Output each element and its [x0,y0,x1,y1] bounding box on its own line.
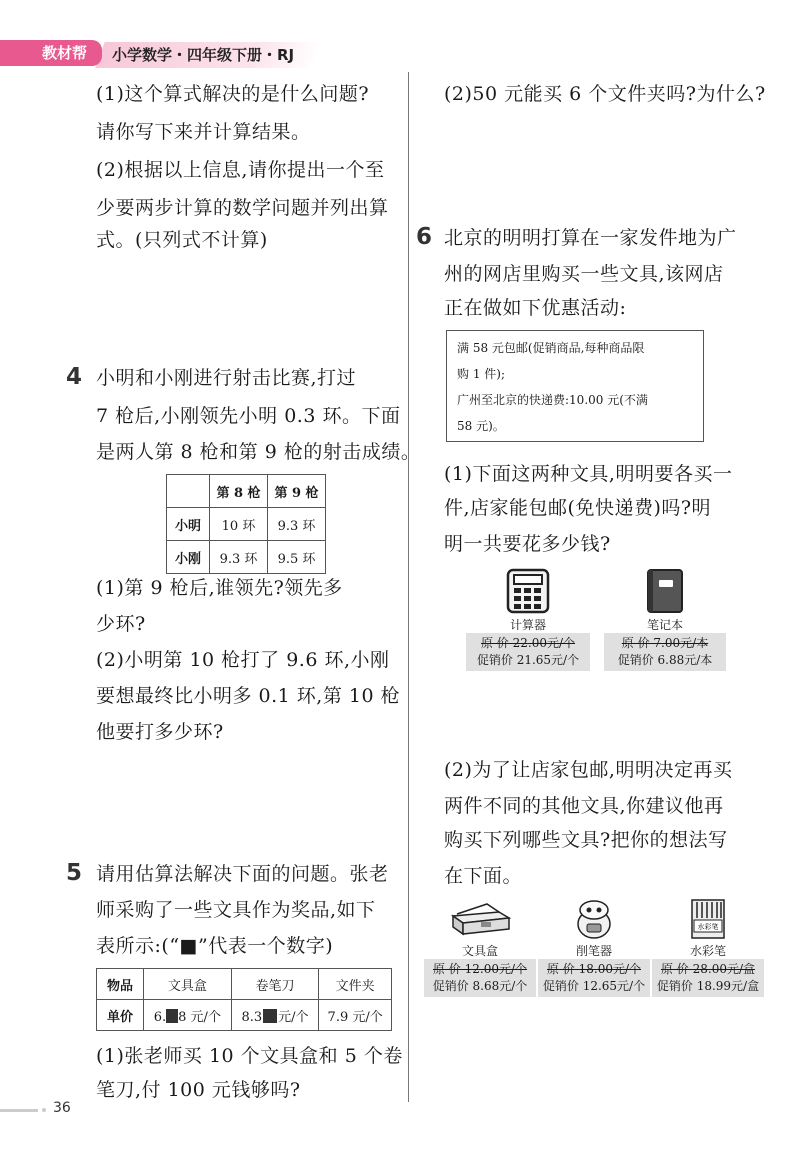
table-header: 第 9 枪 [268,475,326,508]
notebook-icon [645,568,685,614]
table-row [97,969,392,1000]
q6-sub1-line: 明一共要花多少钱? [444,533,611,555]
q4-sub-line: 少环? [96,613,146,635]
table-cell: 小明 [167,508,210,541]
promo-line: 58 元)。 [457,419,505,433]
price-text: 6. [153,1009,167,1025]
q3-line: (2)根据以上信息,请你提出一个至 [96,159,385,181]
footer-line [0,1109,38,1112]
q4-line: 是两人第 8 枪和第 9 枪的射击成绩。 [96,441,421,463]
pencil-case-icon [447,898,513,940]
price-text: 8.3 [241,1009,263,1025]
q6-sub2-line: (2)为了让店家包邮,明明决定再买 [444,759,733,781]
q3-line: 请你写下来并计算结果。 [96,121,311,143]
q5-sub-line: 笔刀,付 100 元钱够吗? [96,1079,301,1101]
table-cell: 9.3 环 [268,508,326,541]
table-row [167,475,326,508]
table-header: 文件夹 [319,969,392,1000]
book-title: 小学数学・四年级下册・RJ [112,46,295,64]
hidden-digit-box [166,1009,178,1023]
q4-sub-line: 要想最终比小明多 0.1 环,第 10 枪 [96,685,401,707]
product-sharpener [538,898,650,997]
price-text: 8 元/个 [178,1009,221,1025]
calculator-icon [506,568,550,614]
original-price: 原 价 12.00元/个 [432,962,528,976]
promo-line: 满 58 元包邮(促销商品,每种商品限 [457,341,645,355]
product-calculator [466,568,590,671]
product-name: 水彩笔 [689,944,726,958]
table-cell: 10 环 [210,508,268,541]
table-cell: 单价 [97,1000,144,1031]
product-name: 削笔器 [575,944,612,958]
promo-price: 促销价 18.99元/盒 [656,979,760,993]
q6-sub2-line: 在下面。 [444,865,523,887]
q5-part2: (2)50 元能买 6 个文件夹吗?为什么? [444,83,766,105]
q3-line: 少要两步计算的数学问题并列出算 [96,197,389,219]
score-table [166,474,326,574]
price-box [652,959,764,997]
q4-sub-line: (2)小明第 10 枪打了 9.6 环,小刚 [96,649,390,671]
original-price: 原 价 18.00元/个 [546,962,642,976]
question-number-5: 5 [66,860,83,886]
table-cell [231,1000,319,1031]
product-watercolor-pens [652,898,764,997]
product-pencil-box [424,898,536,997]
original-price: 原 价 28.00元/盒 [660,962,756,976]
footer-dot [42,1108,46,1112]
q6-sub2-line: 购买下列哪些文具?把你的想法写 [444,829,728,851]
table-header: 文具盒 [144,969,232,1000]
watercolor-pens-icon [688,898,728,940]
price-box [466,633,590,671]
q5-line: 请用估算法解决下面的问题。张老 [96,863,389,885]
table-header: 第 8 枪 [210,475,268,508]
product-name: 文具盒 [461,944,498,958]
question-number-6: 6 [416,224,433,250]
original-price: 原 价 7.00元/本 [621,636,709,650]
table-cell: 7.9 元/个 [319,1000,392,1031]
promo-price: 促销价 12.65元/个 [542,979,646,993]
promo-price: 促销价 6.88元/本 [617,653,713,667]
q3-line: 式。(只列式不计算) [96,229,268,251]
product-name: 笔记本 [646,618,683,632]
q5-sub-line: (1)张老师买 10 个文具盒和 5 个卷 [96,1045,403,1067]
q6-sub1-line: (1)下面这两种文具,明明要各买一 [444,463,733,485]
price-box [424,959,536,997]
sharpener-icon [570,898,618,940]
table-cell: 9.5 环 [268,541,326,574]
q4-sub-line: 他要打多少环? [96,721,224,743]
q6-sub1-line: 件,店家能包邮(免快递费)吗?明 [444,497,712,519]
q6-line: 正在做如下优惠活动: [444,297,627,319]
q4-line: 小明和小刚进行射击比赛,打过 [96,367,357,389]
q4-sub-line: (1)第 9 枪后,谁领先?领先多 [96,577,343,599]
promo-line: 购 1 件); [457,367,505,381]
column-divider [408,72,409,1102]
price-table [96,968,392,1031]
q3-line: (1)这个算式解决的是什么问题? [96,83,370,105]
table-cell: 小刚 [167,541,210,574]
price-text: 元/个 [278,1009,309,1025]
table-cell [144,1000,232,1031]
promotion-box [446,330,704,442]
table-cell: 9.3 环 [210,541,268,574]
q5-line: 表所示:(“■”代表一个数字) [96,935,334,957]
q5-line: 师采购了一些文具作为奖品,如下 [96,899,376,921]
product-notebook [604,568,726,671]
question-number-4: 4 [66,364,83,390]
q6-line: 州的网店里购买一些文具,该网店 [444,263,724,285]
original-price: 原 价 22.00元/个 [480,636,576,650]
table-cell [167,475,210,508]
table-row [97,1000,392,1031]
promo-price: 促销价 21.65元/个 [476,653,580,667]
q4-line: 7 枪后,小刚领先小明 0.3 环。下面 [96,405,401,427]
promo-price: 促销价 8.68元/个 [432,979,528,993]
product-name: 计算器 [509,618,546,632]
price-box [538,959,650,997]
promo-line: 广州至北京的快递费:10.00 元(不满 [457,393,648,407]
table-row [167,508,326,541]
page-number: 36 [53,1100,71,1116]
table-row [167,541,326,574]
table-header: 物品 [97,969,144,1000]
brand-tag: 教材帮 [0,40,102,66]
q6-line: 北京的明明打算在一家发件地为广 [444,227,737,249]
hidden-digit-box [263,1009,277,1023]
box-label: 水彩笔 [697,923,719,931]
q6-sub2-line: 两件不同的其他文具,你建议他再 [444,795,724,817]
price-box [604,633,726,671]
table-header: 卷笔刀 [231,969,319,1000]
page-header [0,38,330,72]
